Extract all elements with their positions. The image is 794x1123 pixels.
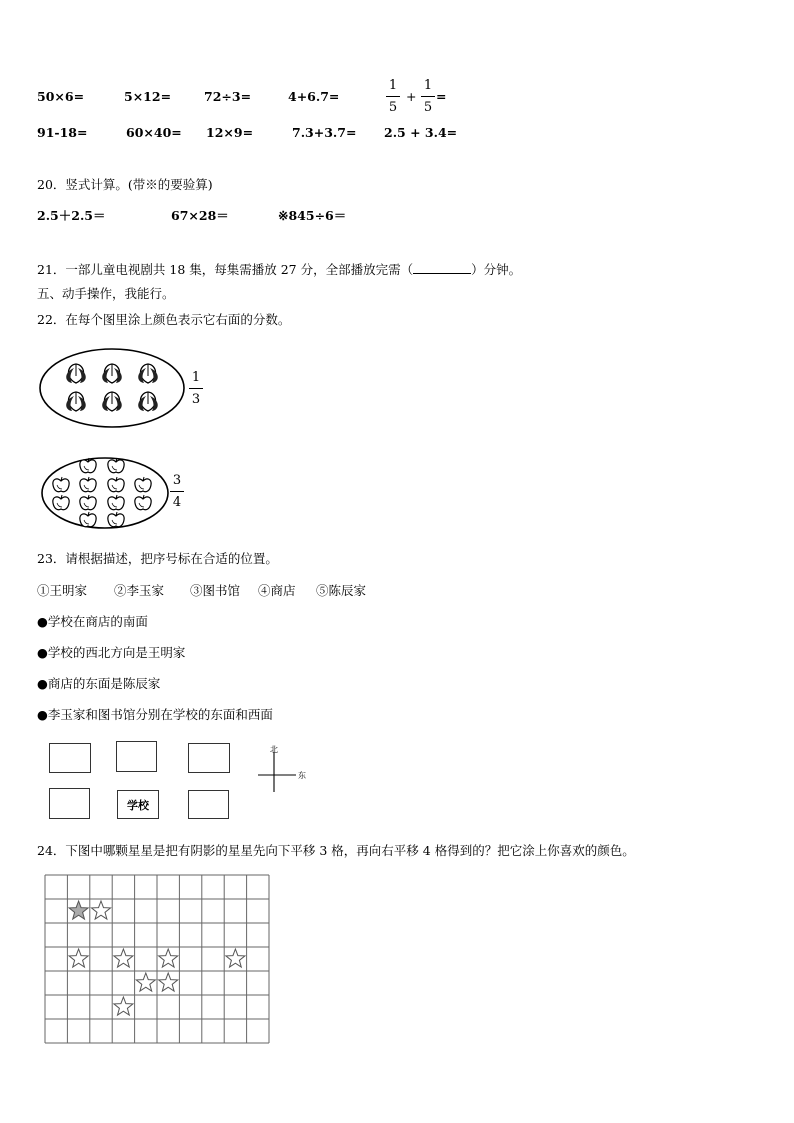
peach-icon bbox=[102, 392, 122, 411]
q22-fraction-2: 3 4 bbox=[170, 474, 184, 509]
map-box-top-right[interactable] bbox=[188, 743, 230, 773]
q20-item-2: 67×28＝ bbox=[171, 208, 229, 223]
fraction-one-fifth-a: 1 5 bbox=[386, 79, 400, 114]
star-icon[interactable] bbox=[114, 949, 133, 967]
fraction-plus-sign: + bbox=[406, 89, 417, 104]
peach-icon bbox=[138, 392, 158, 411]
q23-clue-2: ●学校的西北方向是王明家 bbox=[37, 645, 186, 660]
q22-fraction-1: 1 3 bbox=[189, 371, 203, 406]
q23-clue-4: ●李玉家和图书馆分别在学校的东面和西面 bbox=[37, 707, 273, 722]
q22-title: 22．在每个图里涂上颜色表示它右面的分数。 bbox=[37, 312, 291, 327]
peach-icon bbox=[66, 364, 86, 383]
star-icon[interactable] bbox=[114, 997, 133, 1015]
q20-item-3: ※845÷6＝ bbox=[278, 208, 347, 223]
map-box-top-left[interactable] bbox=[49, 743, 91, 773]
calc-5x12: 5×12= bbox=[124, 89, 172, 104]
q22-figure-1-peaches[interactable] bbox=[38, 348, 188, 428]
q24-star-grid bbox=[44, 874, 270, 1044]
q21-text-after: ）分钟。 bbox=[471, 262, 522, 277]
apple-icon bbox=[80, 512, 96, 527]
q23-option-2: ②李玉家 bbox=[114, 583, 165, 598]
peach-icon bbox=[102, 364, 122, 383]
calc-4plus6.7: 4+6.7= bbox=[288, 89, 340, 104]
shaded-star-icon bbox=[69, 901, 88, 919]
q23-option-4: ④商店 bbox=[258, 583, 296, 598]
apple-icon bbox=[53, 477, 69, 492]
map-box-bottom-right[interactable] bbox=[188, 790, 229, 819]
apple-icon bbox=[80, 495, 96, 510]
apple-icon bbox=[108, 477, 124, 492]
fraction-one-fifth-b: 1 5 bbox=[421, 79, 435, 114]
q21-text-before: 21．一部儿童电视剧共 18 集，每集需播放 27 分，全部播放完需（ bbox=[37, 262, 414, 277]
section-5-heading: 五、动手操作，我能行。 bbox=[37, 286, 175, 301]
map-box-school bbox=[117, 790, 159, 819]
peach-icon bbox=[138, 364, 158, 383]
q22-figure-2-apples[interactable] bbox=[40, 456, 172, 530]
star-icon[interactable] bbox=[159, 949, 178, 967]
q23-clue-3: ●商店的东面是陈辰家 bbox=[37, 676, 161, 691]
apple-icon bbox=[135, 477, 151, 492]
apple-icon bbox=[108, 495, 124, 510]
apple-icon bbox=[80, 458, 96, 473]
apple-icon bbox=[108, 512, 124, 527]
q21-question bbox=[37, 262, 521, 277]
calc-72div3: 72÷3= bbox=[204, 89, 252, 104]
star-icon[interactable] bbox=[136, 973, 155, 991]
calc-50x6: 50×6= bbox=[37, 89, 85, 104]
calc-60x40: 60×40= bbox=[126, 125, 182, 140]
apple-icon bbox=[135, 495, 151, 510]
calc-12x9: 12×9= bbox=[206, 125, 254, 140]
q23-title: 23．请根据描述，把序号标在合适的位置。 bbox=[37, 551, 278, 566]
q23-clue-1: ●学校在商店的南面 bbox=[37, 614, 148, 629]
apple-icon bbox=[108, 458, 124, 473]
calc-7.3plus3.7: 7.3+3.7= bbox=[292, 125, 357, 140]
q23-option-1: ①王明家 bbox=[37, 583, 88, 598]
apple-icon bbox=[80, 477, 96, 492]
q20-item-1: 2.5＋2.5＝ bbox=[37, 208, 106, 223]
calc-2.5plus3.4: 2.5 + 3.4= bbox=[384, 125, 458, 140]
q23-option-3: ③图书馆 bbox=[190, 583, 241, 598]
compass-north-label: 北 bbox=[270, 745, 278, 754]
star-icon[interactable] bbox=[91, 901, 110, 919]
apple-icon bbox=[53, 495, 69, 510]
fraction-equals: = bbox=[436, 89, 447, 104]
school-label: 学校 bbox=[127, 798, 149, 812]
star-icon[interactable] bbox=[159, 973, 178, 991]
q23-option-5: ⑤陈辰家 bbox=[316, 583, 367, 598]
map-box-bottom-left[interactable] bbox=[49, 788, 90, 819]
map-box-top-middle[interactable] bbox=[116, 741, 157, 772]
q20-title: 20．竖式计算。(带※的要验算) bbox=[37, 177, 213, 192]
q24-title: 24．下图中哪颗星星是把有阴影的星星先向下平移 3 格，再向右平移 4 格得到的？把它涂上你喜欢的颜色。 bbox=[37, 843, 635, 858]
star-icon[interactable] bbox=[69, 949, 88, 967]
compass-east-label: 东 bbox=[298, 771, 306, 780]
star-icon[interactable] bbox=[226, 949, 245, 967]
peach-icon bbox=[66, 392, 86, 411]
calc-91minus18: 91-18= bbox=[37, 125, 88, 140]
q21-answer-blank[interactable] bbox=[413, 262, 471, 274]
